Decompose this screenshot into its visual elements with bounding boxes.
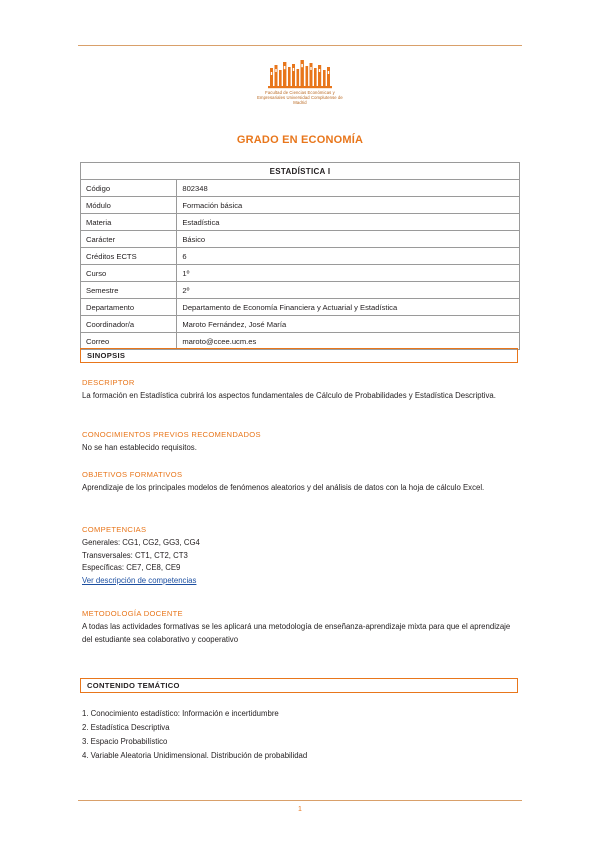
descriptor-block: [82, 378, 520, 403]
row-value: 6: [177, 248, 520, 265]
metodologia-block: [82, 609, 520, 646]
table-header-row: [81, 163, 520, 180]
competencias-generales: Generales: CG1, CG2, GG3, CG4: [82, 538, 200, 547]
row-label: Código: [81, 180, 177, 197]
row-value: Maroto Fernández, José María: [177, 316, 520, 333]
descriptor-heading: DESCRIPTOR: [82, 378, 135, 387]
row-label: Materia: [81, 214, 177, 231]
row-label: Semestre: [81, 282, 177, 299]
conocimientos-block: [82, 430, 520, 455]
row-label: Correo: [81, 333, 177, 350]
metodologia-heading: METODOLOGÍA DOCENTE: [82, 609, 183, 618]
row-value: Básico: [177, 231, 520, 248]
row-label: Curso: [81, 265, 177, 282]
table-row: [81, 180, 520, 197]
row-value: maroto@ccee.ucm.es: [177, 333, 520, 350]
course-info-table: [80, 162, 520, 350]
table-row: [81, 316, 520, 333]
competencias-transversales: Transversales: CT1, CT2, CT3: [82, 550, 188, 560]
section-header-sinopsis: SINOPSIS: [80, 348, 518, 363]
competencias-block: [82, 525, 520, 587]
page-title: GRADO EN ECONOMÍA: [236, 134, 364, 146]
descriptor-text: La formación en Estadística cubrirá los aspectos fundamentales de Cálculo de Probabilidades y Estadística Descriptiva.: [82, 391, 496, 400]
metodologia-text: A todas las actividades formativas se les aplicará una metodología de enseñanza-aprendizaje mixta para que el aprendizaje del estudiante sea colaborativo y cooperativo: [82, 622, 511, 644]
section-header-contenido: CONTENIDO TEMÁTICO: [80, 678, 518, 693]
row-label: Departamento: [81, 299, 177, 316]
list-item: 3. Espacio Probabilístico: [82, 737, 168, 746]
table-row: [81, 197, 520, 214]
header-divider: [78, 45, 522, 46]
table-row: [81, 248, 520, 265]
objetivos-heading: OBJETIVOS FORMATIVOS: [82, 470, 183, 479]
competencias-heading: COMPETENCIAS: [82, 525, 147, 534]
table-row: [81, 265, 520, 282]
contenido-list: [82, 707, 520, 763]
row-label: Módulo: [81, 197, 177, 214]
table-row: [81, 214, 520, 231]
faculty-logo: [0, 58, 600, 110]
conocimientos-heading: CONOCIMIENTOS PREVIOS RECOMENDADOS: [82, 430, 261, 439]
objetivos-text: Aprendizaje de los principales modelos de fenómenos aleatorios y del análisis de datos con la hoja de cálculo Excel.: [82, 483, 485, 492]
list-item: 1. Conocimiento estadístico: Información e incertidumbre: [82, 709, 279, 718]
row-value: Estadística: [177, 214, 520, 231]
row-value: 1º: [177, 265, 520, 282]
university-building-icon: [268, 58, 332, 90]
row-value: 2º: [177, 282, 520, 299]
competencias-especificas: Específicas: CE7, CE8, CE9: [82, 563, 181, 572]
row-value: Departamento de Economía Financiera y Actuarial y Estadística: [177, 299, 520, 316]
table-row: [81, 282, 520, 299]
page-number: 1: [298, 806, 302, 813]
objetivos-block: [82, 470, 520, 495]
table-row: [81, 231, 520, 248]
conocimientos-text: No se han establecido requisitos.: [82, 443, 197, 452]
course-name-header: ESTADÍSTICA I: [81, 163, 520, 180]
footer-divider: [78, 800, 522, 801]
competencias-description-link[interactable]: Ver descripción de competencias: [82, 575, 197, 585]
table-row: [81, 299, 520, 316]
row-value: 802348: [177, 180, 520, 197]
row-label: Créditos ECTS: [81, 248, 177, 265]
faculty-logo-text: Facultad de Ciencias Económicas y Empresariales Universidad Complutense de Madrid: [257, 90, 343, 106]
row-label: Coordinador/a: [81, 316, 177, 333]
list-item: 4. Variable Aleatoria Unidimensional. Distribución de probabilidad: [82, 751, 308, 760]
row-value: Formación básica: [177, 197, 520, 214]
row-label: Carácter: [81, 231, 177, 248]
table-row: [81, 333, 520, 350]
list-item: 2. Estadística Descriptiva: [82, 723, 170, 732]
